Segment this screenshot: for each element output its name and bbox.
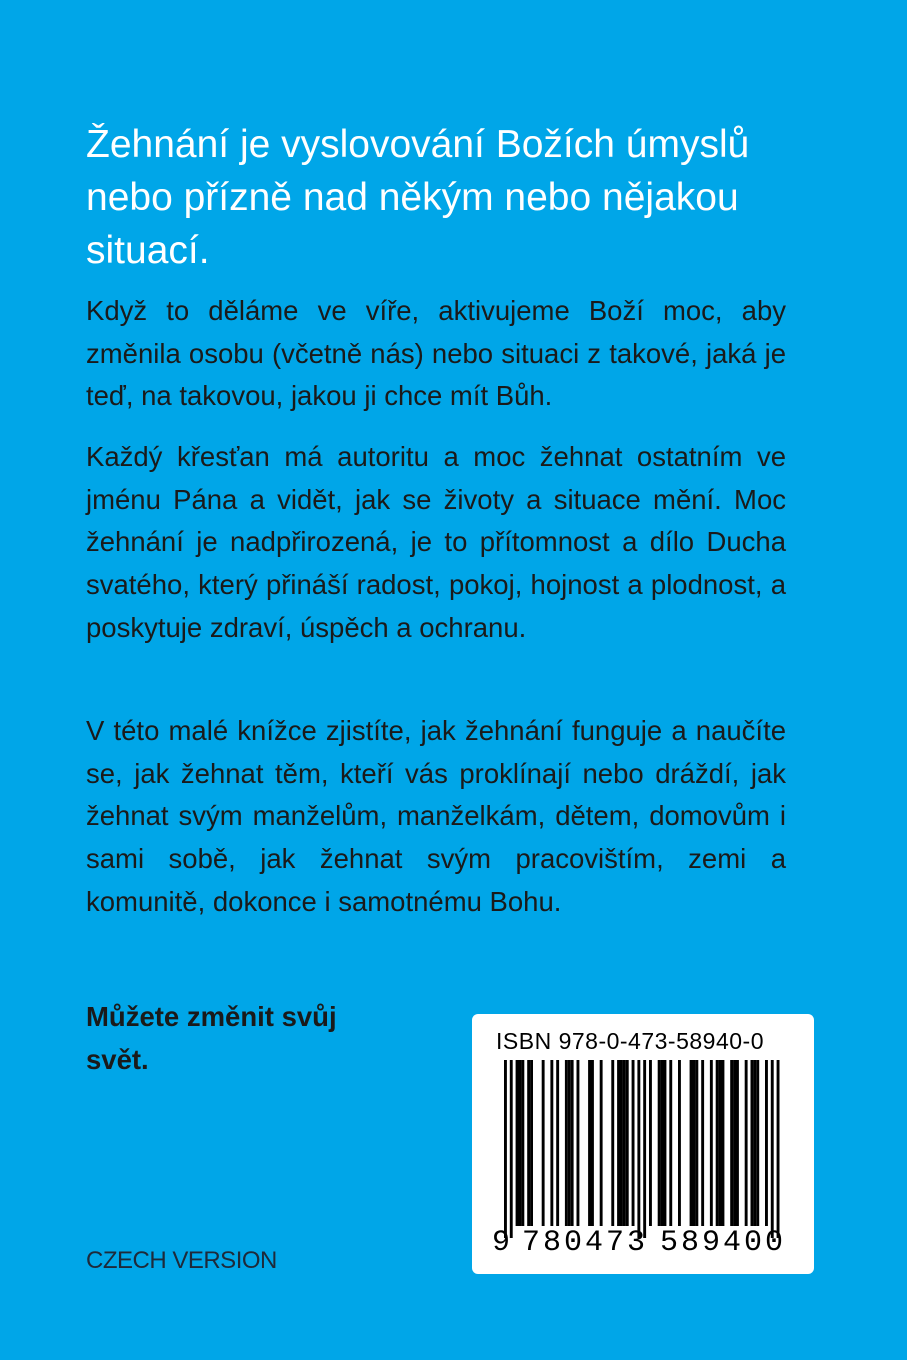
barcode-bar xyxy=(701,1060,704,1226)
barcode-bar xyxy=(745,1060,748,1226)
barcode-bar xyxy=(527,1060,530,1226)
barcode-bar xyxy=(637,1060,640,1238)
barcode-bar xyxy=(765,1060,768,1226)
barcode-bar xyxy=(716,1060,719,1226)
barcode-bars xyxy=(492,1060,794,1240)
barcode-bar xyxy=(693,1060,696,1226)
barcode-bar xyxy=(643,1060,646,1238)
barcode-right-digits: 589400 xyxy=(660,1226,787,1260)
barcode-bar xyxy=(550,1060,553,1226)
barcode-bar xyxy=(730,1060,733,1226)
barcode-bar xyxy=(516,1060,519,1226)
headline: Žehnání je vyslovování Božích úmyslů nebo přízně nad někým nebo nějakou situací. xyxy=(86,123,750,272)
barcode-bar xyxy=(649,1060,652,1226)
barcode-bar xyxy=(611,1060,614,1226)
body-paragraph-1: Když to děláme ve víře, aktivujeme Boží moc, aby změnila osobu (včetně nás) nebo situaci z takové, jaká je teď, na takovou, jakou ji chce mít Bůh. xyxy=(86,295,786,412)
edition-label: CZECH VERSION xyxy=(86,1247,277,1274)
barcode-bar xyxy=(510,1060,513,1238)
barcode-bar xyxy=(753,1060,756,1226)
barcode-bar xyxy=(600,1060,603,1226)
barcode-bar xyxy=(669,1060,672,1226)
barcode-bar xyxy=(771,1060,774,1238)
barcode-bar xyxy=(658,1060,661,1226)
barcode-bar xyxy=(556,1060,559,1226)
barcode-bar xyxy=(504,1060,507,1238)
barcode-bar xyxy=(530,1060,533,1226)
barcode-bar xyxy=(777,1060,780,1238)
barcode-bar xyxy=(623,1060,626,1226)
barcode-bar xyxy=(568,1060,571,1226)
barcode-bar xyxy=(756,1060,759,1226)
barcode-bar xyxy=(588,1060,591,1226)
barcode-bar xyxy=(617,1060,620,1226)
barcode-bar xyxy=(626,1060,629,1226)
tagline: Můžete změnit svůj svět. xyxy=(86,1001,337,1075)
body-paragraph-3: V této malé knížce zjistíte, jak žehnání funguje a naučíte se, jak žehnat těm, kteří vás proklínají nebo dráždí, jak žehnat svým manželům, manželkám, dětem, domovům i sami sobě, jak žehnat svým pracovištím, zemi a komunitě, dokonce i samotnému Bohu. xyxy=(86,715,786,917)
barcode-bar xyxy=(519,1060,522,1226)
isbn-label: ISBN 978-0-473-58940-0 xyxy=(496,1028,764,1054)
barcode-first-digit: 9 xyxy=(492,1226,511,1260)
barcode-left-digits: 780473 xyxy=(522,1226,649,1260)
barcode-bar xyxy=(690,1060,693,1226)
barcode-bar xyxy=(736,1060,739,1226)
barcode-bar xyxy=(695,1060,698,1226)
barcode-bar xyxy=(591,1060,594,1226)
barcode-bar xyxy=(632,1060,635,1226)
barcode-bar xyxy=(521,1060,524,1226)
barcode-bar xyxy=(661,1060,664,1226)
barcode-bar xyxy=(664,1060,667,1226)
barcode-bar xyxy=(542,1060,545,1226)
barcode-bar xyxy=(710,1060,713,1226)
body-paragraph-2: Každý křesťan má autoritu a moc žehnat ostatním ve jménu Pána a vidět, jak se životy a situace mění. Moc žehnání je nadpřirozená, je to přítomnost a dílo Ducha svatého, který přináší radost, pokoj, hojnost a plodnost, a poskytuje zdraví, úspěch a ochranu. xyxy=(86,441,786,643)
barcode-bar xyxy=(678,1060,681,1226)
barcode-box xyxy=(472,1014,814,1274)
barcode-bar xyxy=(571,1060,574,1226)
barcode-bar xyxy=(577,1060,580,1226)
barcode-bar xyxy=(620,1060,623,1226)
barcode-bar xyxy=(722,1060,725,1226)
barcode-bar xyxy=(751,1060,754,1226)
barcode-bar xyxy=(733,1060,736,1226)
barcode-bar xyxy=(719,1060,722,1226)
barcode-bar xyxy=(565,1060,568,1226)
barcode-digits xyxy=(492,1226,802,1258)
